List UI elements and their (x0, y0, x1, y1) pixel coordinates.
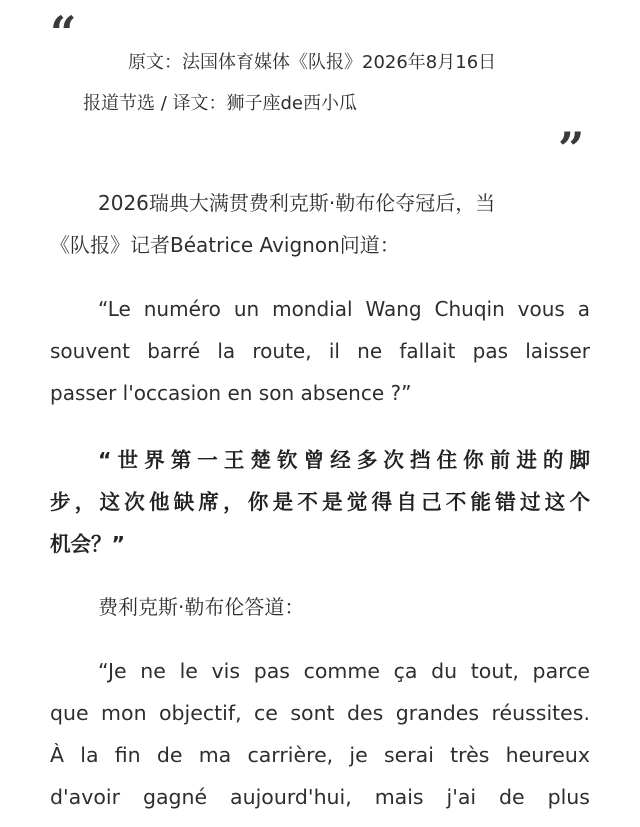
open-quote-mark: “ (50, 6, 77, 60)
paragraph-line: 机会？” (50, 532, 125, 556)
paragraph-line: “Le numéro un mondial Wang Chuqin vous a (98, 297, 590, 321)
source-original-line: 原文：法国体育媒体《队报》2026年8月16日 (128, 52, 497, 73)
paragraph-line: 步，这次他缺席，你是不是觉得自己不能错过这个 (50, 490, 590, 514)
question-chinese-paragraph (50, 439, 590, 565)
intro-paragraph (50, 182, 590, 266)
paragraph-line: “Je ne le vis pas comme ça du tout, parce (98, 659, 590, 683)
paragraph-line: À la fin de ma carrière, je serai très heureux (50, 743, 590, 767)
source-translation-line: 报道节选 / 译文：狮子座de西小瓜 (83, 93, 358, 114)
paragraph-line: 《队报》记者Béatrice Avignon问道： (50, 233, 400, 257)
paragraph-line: passer l'occasion en son absence ?” (50, 381, 412, 405)
paragraph-line: “世界第一王楚钦曾经多次挡住你前进的脚 (98, 448, 590, 472)
paragraph-line: souvent barré la route, il ne fallait pas laisser (50, 339, 590, 363)
paragraph-line: que mon objectif, ce sont des grandes réussites. (50, 701, 590, 725)
paragraph-line: d'avoir gagné aujourd'hui, mais j'ai de plus (50, 785, 590, 809)
close-quote-mark: ” (558, 122, 585, 176)
paragraph-line: 2026瑞典大满贯费利克斯·勒布伦夺冠后，当 (98, 191, 496, 215)
question-french-paragraph (50, 288, 590, 414)
paragraph-line: 费利克斯·勒布伦答道： (98, 595, 305, 619)
answer-intro-paragraph (50, 586, 590, 628)
answer-french-paragraph (50, 650, 590, 818)
